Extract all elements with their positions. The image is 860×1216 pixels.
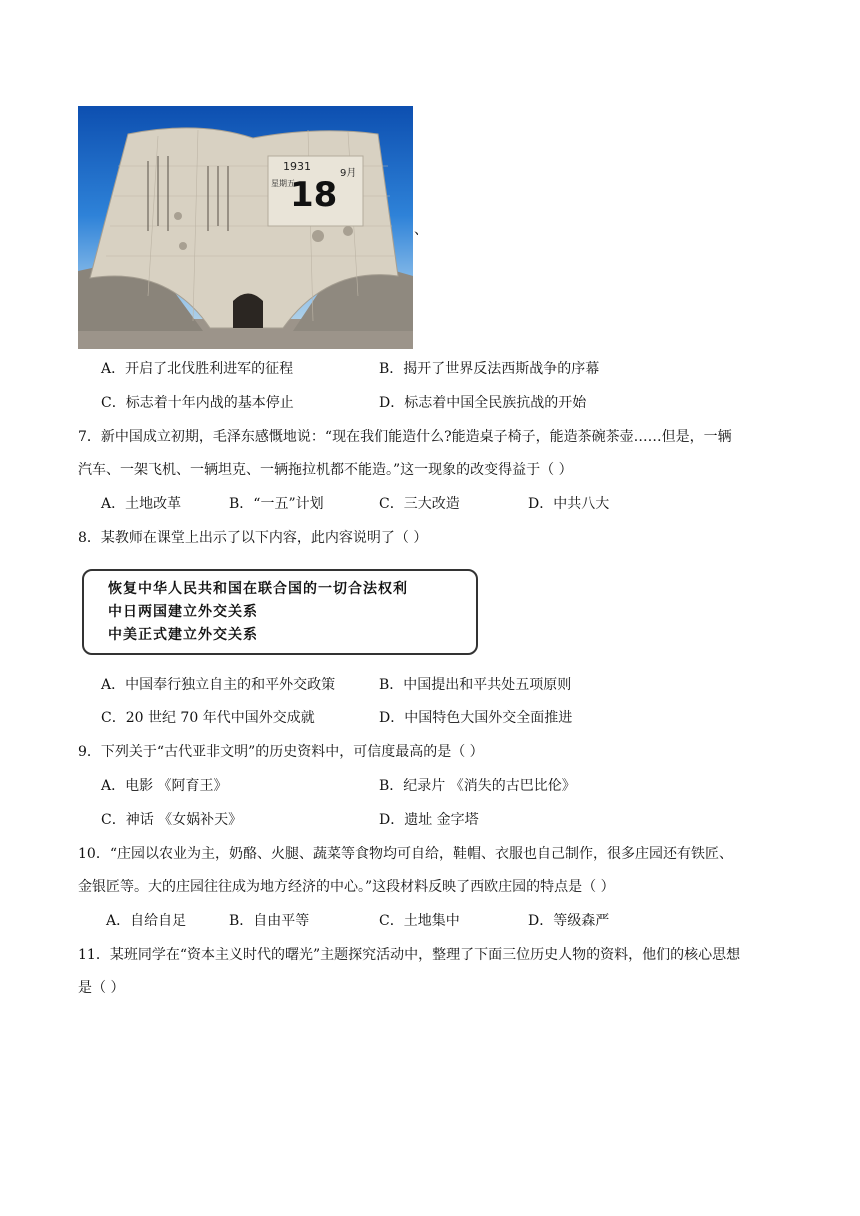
q9-stem: 9．下列关于“古代亚非文明”的历史资料中，可信度最高的是（ ） xyxy=(78,744,484,760)
q8-box-line: 中日两国建立外交关系 xyxy=(108,604,258,620)
q8-content-box xyxy=(82,569,478,655)
q8-option-c: C．20 世纪 70 年代中国外交成就 xyxy=(101,710,315,726)
q7-option-a: A．土地改革 xyxy=(101,496,182,512)
q10-option-b: B．自由平等 xyxy=(229,913,310,929)
calendar-weekday: 星期五 xyxy=(271,179,295,188)
monument-illustration xyxy=(78,106,413,349)
q7-stem-line1: 7．新中国成立初期，毛泽东感慨地说：“现在我们能造什么?能造桌子椅子，能造茶碗茶壶……但是，一辆 xyxy=(78,429,732,445)
q9-option-d: D．遗址 金字塔 xyxy=(379,812,479,828)
calendar-month: 9月 xyxy=(340,168,357,179)
q9-option-a: A．电影 《阿育王》 xyxy=(101,778,228,794)
q8-stem: 8．某教师在课堂上出示了以下内容，此内容说明了（ ） xyxy=(78,530,428,546)
q10-stem-line1: 10．“庄园以农业为主，奶酪、火腿、蔬菜等食物均可自给，鞋帽、衣服也自己制作，很多庄园还有铁匠、 xyxy=(78,846,733,862)
q11-stem-line1: 11．某班同学在“资本主义时代的曙光”主题探究活动中，整理了下面三位历史人物的资料，他们的核心思想 xyxy=(78,947,741,963)
q8-box-line: 恢复中华人民共和国在联合国的一切合法权利 xyxy=(108,581,408,597)
q6-option-b: B．揭开了世界反法西斯战争的序幕 xyxy=(379,361,600,377)
q11-stem-line2: 是（ ） xyxy=(78,980,125,996)
q10-option-c: C．土地集中 xyxy=(379,913,460,929)
q7-stem-line2: 汽车、一架飞机、一辆坦克、一辆拖拉机都不能造。”这一现象的改变得益于（ ） xyxy=(78,462,573,478)
q9-option-b: B．纪录片 《消失的古巴比伦》 xyxy=(379,778,576,794)
q7-option-b: B．“一五”计划 xyxy=(229,496,324,512)
q6-option-d: D．标志着中国全民族抗战的开始 xyxy=(379,395,587,411)
q8-option-b: B．中国提出和平共处五项原则 xyxy=(379,677,572,693)
q6-option-c: C．标志着十年内战的基本停止 xyxy=(101,395,294,411)
q9-option-c: C．神话 《女娲补天》 xyxy=(101,812,243,828)
q10-option-d: D．等级森严 xyxy=(528,913,610,929)
trailing-mark: 、 xyxy=(414,222,428,238)
monument-photo xyxy=(78,106,413,349)
q6-option-a: A．开启了北伐胜利进军的征程 xyxy=(101,361,294,377)
q8-option-a: A．中国奉行独立自主的和平外交政策 xyxy=(101,677,336,693)
q8-box-line: 中美正式建立外交关系 xyxy=(108,627,258,643)
calendar-year: 1931 xyxy=(283,160,311,173)
q10-option-a: A．自给自足 xyxy=(106,913,187,929)
q7-option-d: D．中共八大 xyxy=(528,496,610,512)
q8-option-d: D．中国特色大国外交全面推进 xyxy=(379,710,573,726)
calendar-day: 18 xyxy=(290,175,338,215)
q7-option-c: C．三大改造 xyxy=(379,496,460,512)
q10-stem-line2: 金银匠等。大的庄园往往成为地方经济的中心。”这段材料反映了西欧庄园的特点是（ ） xyxy=(78,879,615,895)
